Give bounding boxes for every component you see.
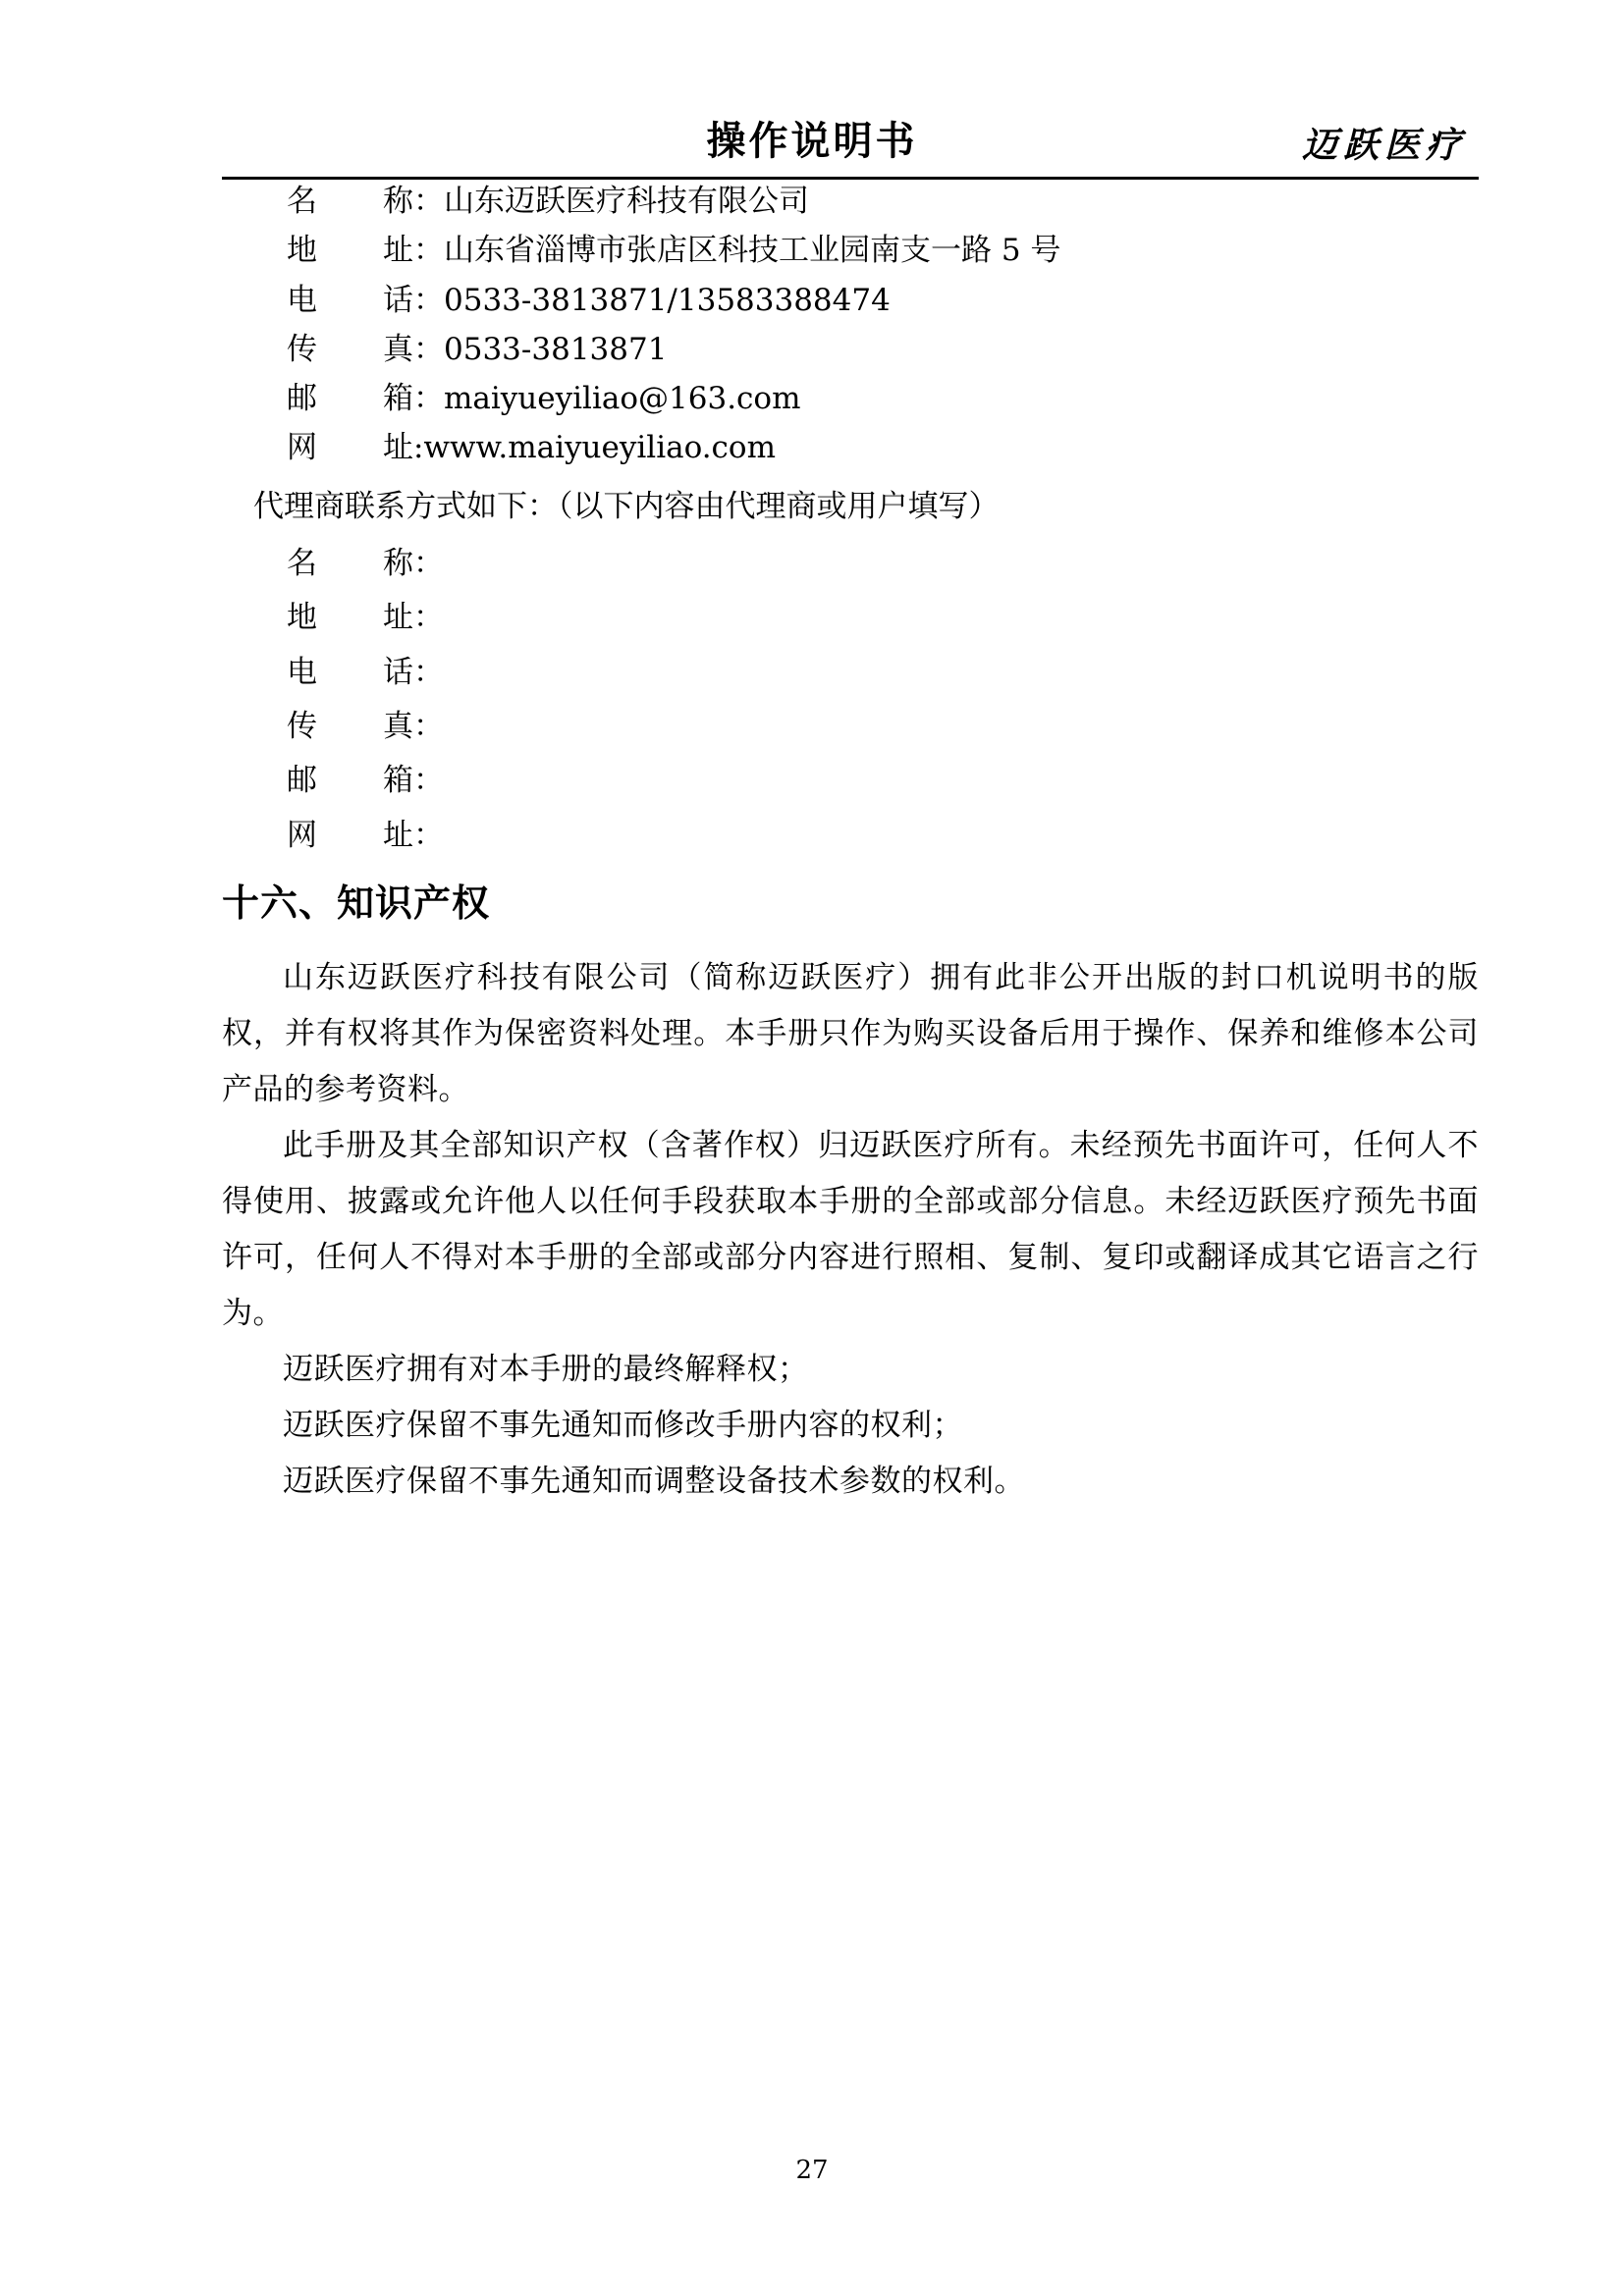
agent-intro: 代理商联系方式如下：（以下内容由代理商或用户填写）	[253, 489, 1000, 524]
row-label-a: 邮	[287, 763, 317, 798]
row-label-b: 址：	[383, 818, 444, 853]
agent-fax-row	[287, 705, 444, 748]
row-label-b: 址：	[383, 233, 444, 268]
agent-website-row	[287, 814, 444, 857]
row-label-a: 网	[287, 430, 317, 465]
row-label-b: 称：	[383, 184, 444, 219]
paragraph-ownership: 此手册及其全部知识产权（含著作权）归迈跃医疗所有。未经预先书面许可，任何人不得使用、披露或允许他人以任何手段获取本手册的全部或部分信息。未经迈跃医疗预先书面许可，任何人不得对本手册的全部或部分内容进行照相、复制、复印或翻译成其它语言之行为。	[222, 1128, 1479, 1331]
company-fax-value: 0533-3813871	[444, 332, 668, 367]
company-address-row	[287, 229, 1060, 272]
company-phone-row	[287, 279, 891, 322]
row-label-b: 话：	[383, 283, 444, 318]
row-label-b: 址：	[383, 600, 444, 635]
header-brand: 迈跃医疗	[1301, 125, 1467, 166]
company-email-row	[287, 377, 800, 420]
company-name-row	[287, 180, 809, 223]
company-website-row	[287, 426, 776, 469]
row-label-a: 名	[287, 546, 317, 581]
paragraph-copyright: 山东迈跃医疗科技有限公司（简称迈跃医疗）拥有此非公开出版的封口机说明书的版权，并有权将其作为保密资料处理。本手册只作为购买设备后用于操作、保养和维修本公司产品的参考资料。	[222, 960, 1479, 1107]
row-label-a: 名	[287, 184, 317, 219]
company-phone-value: 0533-3813871/13583388474	[444, 283, 891, 318]
row-label-b: 话：	[383, 655, 444, 690]
row-label-a: 邮	[287, 381, 317, 416]
agent-email-row	[287, 759, 444, 802]
agent-address-row	[287, 596, 444, 639]
row-label-a: 地	[287, 233, 317, 268]
company-name-value: 山东迈跃医疗科技有限公司	[444, 184, 809, 219]
statement-modify-content: 迈跃医疗保留不事先通知而修改手册内容的权利；	[283, 1408, 963, 1443]
row-label-a: 传	[287, 332, 317, 367]
header-title: 操作说明书	[706, 118, 918, 164]
company-website-value: www.maiyueyiliao.com	[423, 430, 776, 465]
row-label-b: 真：	[383, 332, 444, 367]
page-number: 27	[795, 2156, 829, 2185]
row-label-b: 箱：	[383, 763, 444, 798]
statement-interpretation: 迈跃医疗拥有对本手册的最终解释权；	[283, 1352, 809, 1387]
statement-adjust-params: 迈跃医疗保留不事先通知而调整设备技术参数的权利。	[283, 1464, 1025, 1499]
agent-name-row	[287, 542, 444, 585]
section-heading: 十六、知识产权	[222, 881, 491, 925]
company-address-value: 山东省淄博市张店区科技工业园南支一路 5 号	[444, 233, 1061, 268]
agent-phone-row	[287, 651, 444, 694]
row-label-b: 称：	[383, 546, 444, 581]
row-label-b: 址:	[383, 430, 424, 465]
row-label-a: 电	[287, 283, 317, 318]
company-fax-row	[287, 328, 667, 371]
row-label-a: 电	[287, 655, 317, 690]
row-label-a: 网	[287, 818, 317, 853]
row-label-a: 地	[287, 600, 317, 635]
company-email-value: maiyueyiliao@163.com	[444, 381, 801, 416]
row-label-b: 真：	[383, 709, 444, 744]
row-label-a: 传	[287, 709, 317, 744]
row-label-b: 箱：	[383, 381, 444, 416]
